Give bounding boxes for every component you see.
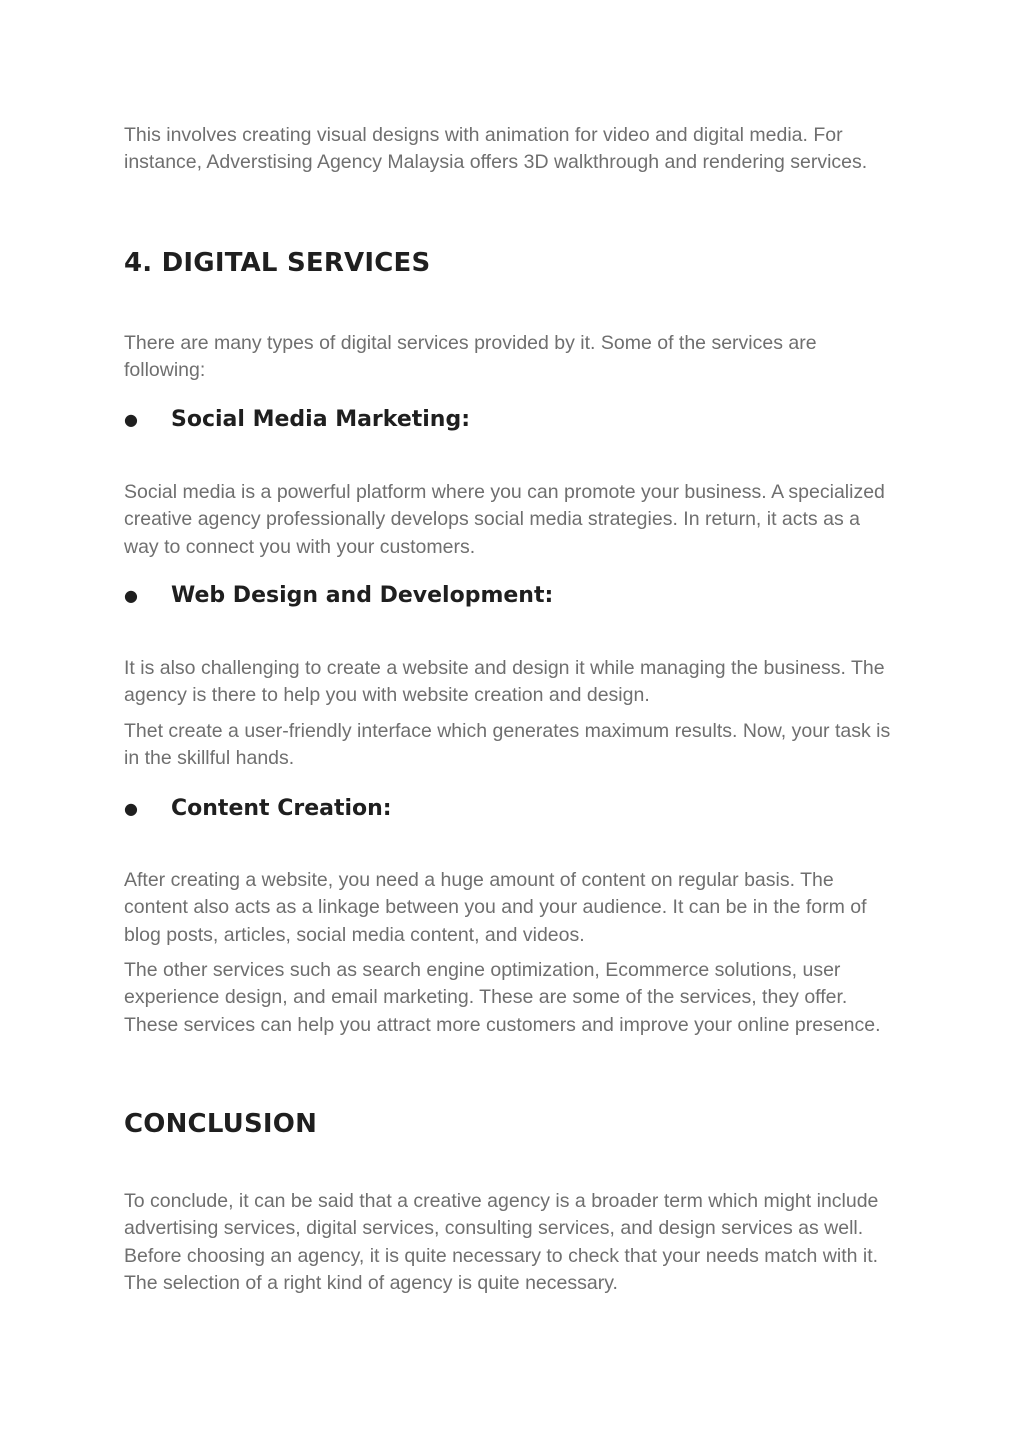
- bullet-icon: ●: [124, 799, 138, 818]
- bullet-icon: ●: [124, 410, 138, 429]
- content-creation-paragraph-1: After creating a website, you need a huge amount of content on regular basis. The content also acts as a linkage between you and your audience. It can be in the form of blog posts, articles, social media content, and videos.: [124, 869, 867, 946]
- web-design-paragraph-1: It is also challenging to create a website and design it while managing the business. The agency is there to help you with website creation and design.: [124, 657, 885, 707]
- digital-services-heading: 4. DIGITAL SERVICES: [124, 248, 431, 278]
- web-design-heading: [124, 583, 894, 608]
- digital-services-intro: There are many types of digital services provided by it. Some of the services are following:: [124, 332, 817, 382]
- bullet-icon: ●: [124, 586, 138, 605]
- social-media-paragraph: Social media is a powerful platform where you can promote your business. A specialized creative agency professionally develops social media strategies. In return, it acts as a way to connect you with your customers.: [124, 481, 885, 558]
- content-creation-paragraph-2: The other services such as search engine optimization, Ecommerce solutions, user experience design, and email marketing. These are some of the services, they offer. These services can help you attract more customers and improve your online presence.: [124, 959, 881, 1036]
- content-creation-heading-text: Content Creation:: [171, 796, 392, 821]
- web-design-heading-text: Web Design and Development:: [171, 583, 554, 608]
- conclusion-paragraph: To conclude, it can be said that a creative agency is a broader term which might include advertising services, digital services, consulting services, and design services as well. Before choosing an agency, it is quite necessary to check that your needs match with it. The selection of a right kind of agency is quite necessary.: [124, 1190, 879, 1294]
- web-design-paragraph-2: Thet create a user-friendly interface which generates maximum results. Now, your task is in the skillful hands.: [124, 720, 891, 770]
- social-media-heading-text: Social Media Marketing:: [171, 407, 471, 432]
- intro-paragraph: This involves creating visual designs with animation for video and digital media. For instance, Adverstising Agency Malaysia offers 3D walkthrough and rendering services.: [124, 124, 868, 174]
- content-creation-heading: [124, 796, 894, 821]
- conclusion-heading: CONCLUSION: [124, 1109, 318, 1139]
- social-media-heading: [124, 407, 894, 432]
